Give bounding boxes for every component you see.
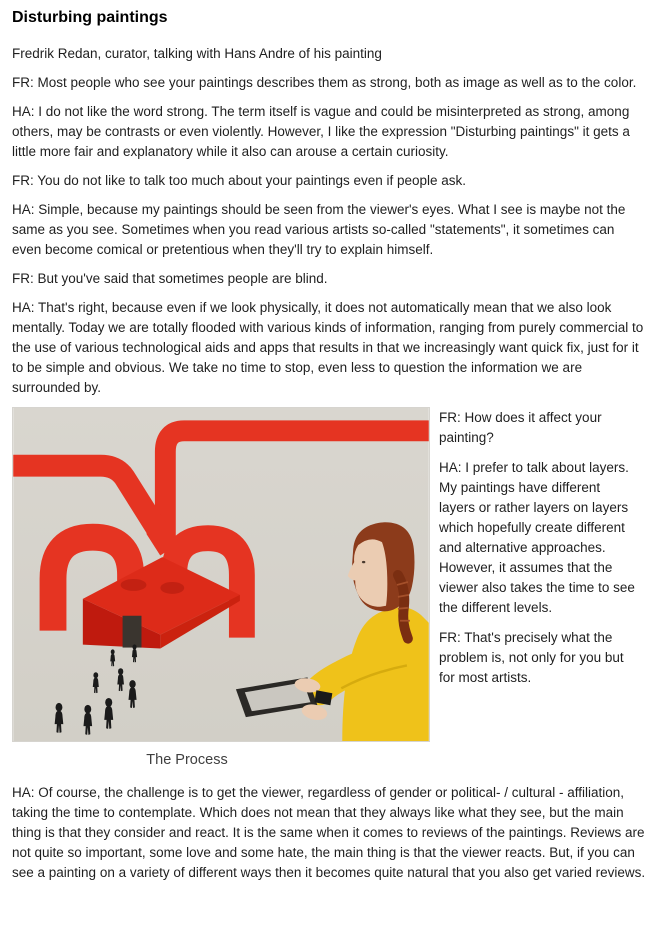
sidebar-text-column xyxy=(439,407,635,769)
figure-and-sidebar-row xyxy=(12,407,646,769)
dialogue-paragraph: HA: That's right, because even if we look physically, it does not automatically mean that we also look mentally. Today we are totally flooded with various kinds of information, ranging from purely commercial to the use of various technological aids and apps that results in that we increasingly want quick fix, just for it to be simple and obvious. We take no time to stop, even less to question the information we are surrounded by. xyxy=(12,300,644,395)
figure-caption: The Process xyxy=(146,752,228,768)
dialogue-paragraph: HA: I prefer to talk about layers. My paintings have different layers or rather layers on layers which hopefully create different and alternative approaches. However, it assumes that the viewer also takes the time to see the different levels. xyxy=(439,460,635,615)
byline: Fredrik Redan, curator, talking with Hans Andre of his painting xyxy=(12,46,382,61)
painting-figure xyxy=(12,407,430,769)
dialogue-paragraph: FR: But you've said that sometimes people are blind. xyxy=(12,271,328,286)
dialogue-paragraph: HA: I do not like the word strong. The term itself is vague and could be misinterpreted as strong, among others, may be contrasts or even violently. However, I like the expression "Disturbing paintings" it gets a little more fair and explanatory while it also can arouse a certain curiosity. xyxy=(12,104,630,159)
dialogue-paragraph: FR: That's precisely what the problem is, not only for you but for most artists. xyxy=(439,630,624,685)
dialogue-paragraph: FR: How does it affect your painting? xyxy=(439,410,602,445)
document-title: Disturbing paintings xyxy=(12,9,168,26)
dialogue-paragraph: FR: You do not like to talk too much about your paintings even if people ask. xyxy=(12,173,467,188)
dialogue-paragraph: HA: Simple, because my paintings should be seen from the viewer's eyes. What I see is maybe not the same as you see. Sometimes when you read various artists so-called "statements", it sometimes can even become comical or pretentious when they'll try to explain himself. xyxy=(12,202,626,257)
painting-image xyxy=(12,407,430,742)
dialogue-paragraph: FR: Most people who see your paintings describes them as strong, both as image as well as to the color. xyxy=(12,75,637,90)
woman-eye xyxy=(362,561,365,563)
box-door xyxy=(123,616,142,648)
dialogue-paragraph: HA: Of course, the challenge is to get the viewer, regardless of gender or political- / cultural - affiliation, taking the time to contemplate. Which does not mean that they always like what they see, but the main thing is that they consider and react. It is the same when it comes to reviews of the paintings. Reviews are not quite so important, some love and some hate, the main thing is that the viewer reacts. But, if you can see a painting on a variety of different ways then it becomes quite natural that you also get varied reviews. xyxy=(12,785,646,880)
